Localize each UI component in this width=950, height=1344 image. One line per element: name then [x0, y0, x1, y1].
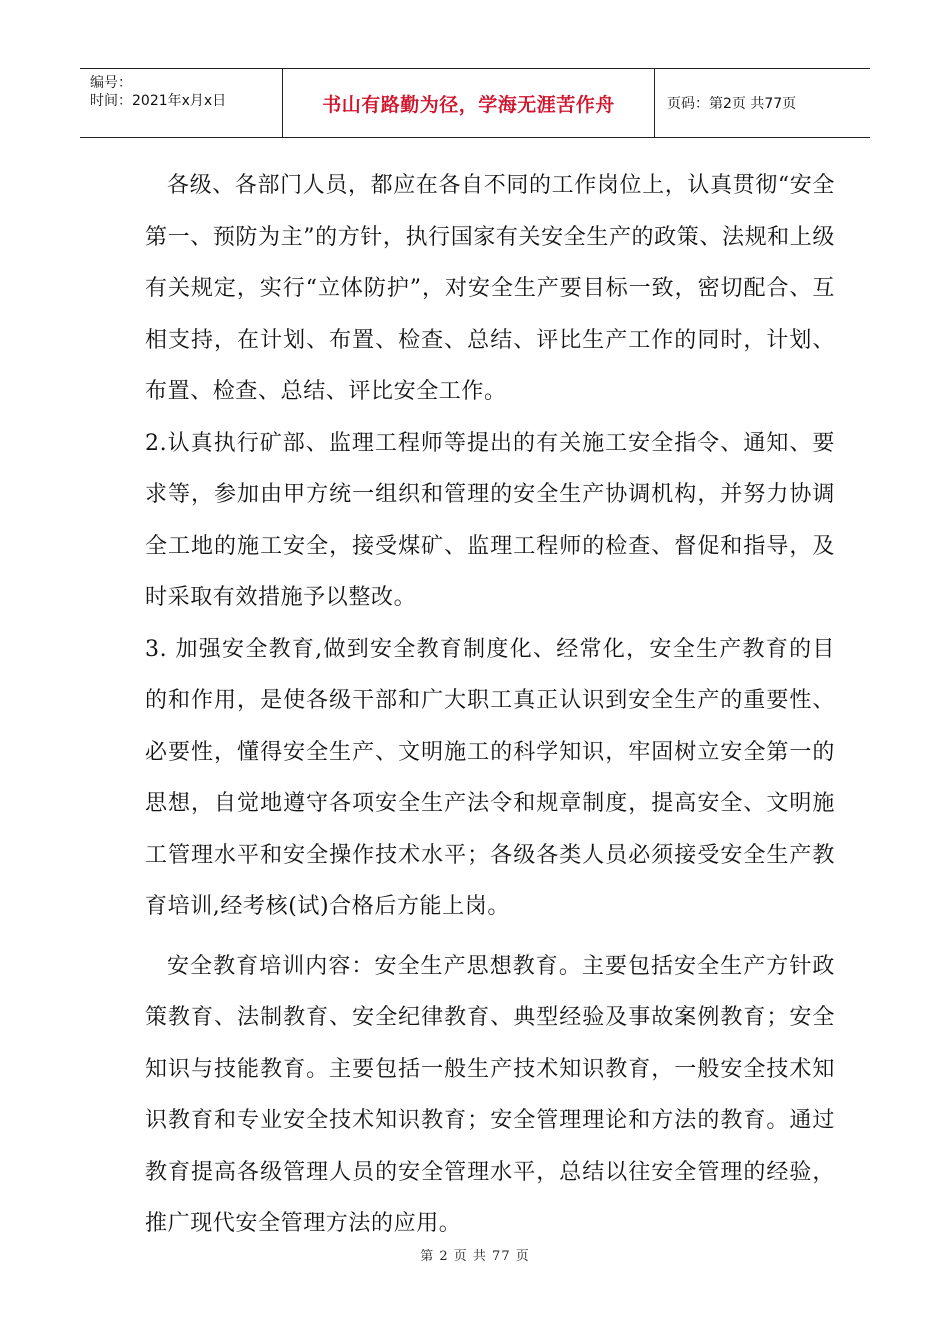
paragraph-item-2: 2.认真执行矿部、监理工程师等提出的有关施工安全指令、通知、要求等，参加由甲方统一组织和管理的安全生产协调机构，并努力协调全工地的施工安全，接受煤矿、监理工程师的检查、督促和指导，及时采取有效措施予以整改。	[145, 430, 835, 610]
date-line: 时间：2021年x月x日	[90, 93, 227, 109]
paragraph-training-content: 安全教育培训内容：安全生产思想教育。主要包括安全生产方针政策教育、法制教育、安全纪律教育、典型经验及事故案例教育；安全知识与技能教育。主要包括一般生产技术知识教育，一般安全技术知识教育和专业安全技术知识教育；安全管理理论和方法的教育。通过教育提高各级管理人员的安全管理水平，总结以往安全管理的经验，推广现代安全管理方法的应用。	[145, 953, 835, 1236]
header-motto: 书山有路勤为径，学海无涯苦作舟	[283, 69, 655, 137]
page-footer: 第 2 页 共 77 页	[420, 1249, 530, 1264]
header-page-info: 页码：第2页 共77页	[667, 96, 797, 112]
page-header	[80, 68, 870, 138]
document-body	[145, 160, 835, 1250]
number-label: 编号：	[90, 75, 132, 91]
paragraph-responsibility: 各级、各部门人员，都应在各自不同的工作岗位上，认真贯彻“安全第一、预防为主”的方针，执行国家有关安全生产的政策、法规和上级有关规定，实行“立体防护”，对安全生产要目标一致，密切配合、互相支持，在计划、布置、检查、总结、评比生产工作的同时，计划、布置、检查、总结、评比安全工作。	[145, 173, 835, 404]
paragraph-item-3: 3. 加强安全教育,做到安全教育制度化、经常化，安全生产教育的目的和作用，是使各级干部和广大职工真正认识到安全生产的重要性、必要性，懂得安全生产、文明施工的科学知识，牢固树立安全第一的思想，自觉地遵守各项安全生产法令和规章制度，提高安全、文明施工管理水平和安全操作技术水平；各级各类人员必须接受安全生产教育培训,经考核(试)合格后方能上岗。	[145, 636, 835, 919]
header-meta	[80, 69, 283, 137]
